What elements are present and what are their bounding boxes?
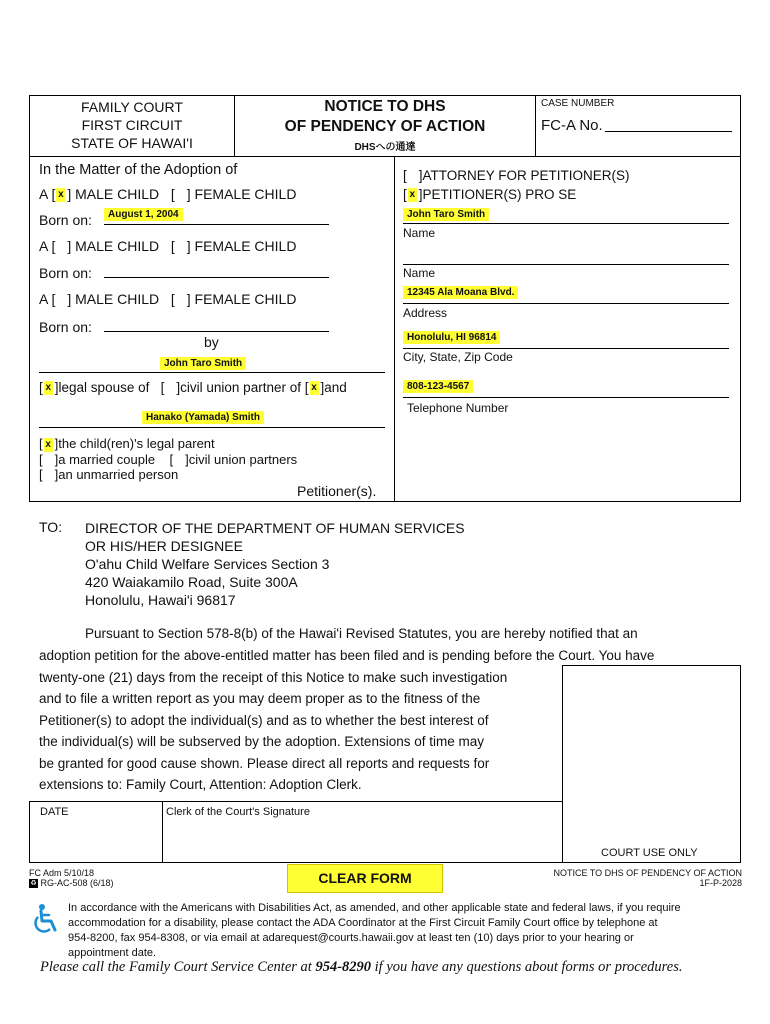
unmarried-person-checkbox[interactable] bbox=[43, 469, 55, 483]
court-name: FAMILY COURT FIRST CIRCUIT STATE OF HAWAI'I bbox=[71, 99, 193, 151]
notice-line-1: Pursuant to Section 578-8(b) of the Hawai'i Revised Statutes, you are hereby notified that an bbox=[85, 626, 638, 641]
case-number-field[interactable] bbox=[605, 118, 732, 132]
and-checkbox[interactable]: x bbox=[311, 382, 317, 394]
address-label: Address bbox=[403, 306, 448, 320]
court-use-bottom bbox=[562, 862, 741, 863]
wheelchair-icon bbox=[32, 903, 60, 935]
service-center-note: Please call the Family Court Service Center at 954-8290 if you have any questions about forms or procedures. bbox=[40, 959, 683, 975]
petitioner2-value: Hanako (Yamada) Smith bbox=[142, 411, 264, 424]
clerk-signature-label: Clerk of the Court's Signature bbox=[166, 806, 310, 818]
caption-divider bbox=[394, 157, 395, 502]
date-label: DATE bbox=[40, 806, 69, 818]
child1-male-checkbox[interactable]: x bbox=[58, 189, 64, 201]
legal-parent-checkbox[interactable]: x bbox=[45, 438, 51, 450]
child3-born-field[interactable] bbox=[104, 316, 329, 332]
child1-female-checkbox[interactable] bbox=[175, 188, 187, 202]
married-couple-checkbox[interactable] bbox=[43, 453, 55, 467]
child2-female-checkbox[interactable] bbox=[175, 240, 187, 254]
header-divider-2 bbox=[535, 95, 536, 157]
civil-union-checkbox[interactable] bbox=[164, 381, 176, 395]
form-title-japanese: DHSへの通達 bbox=[354, 142, 416, 153]
notice-line-8: extensions to: Family Court, Attention: Adoption Clerk. bbox=[39, 777, 362, 792]
name1-value: John Taro Smith bbox=[403, 208, 489, 221]
child3-female-checkbox[interactable] bbox=[175, 293, 187, 307]
clear-form-button[interactable]: CLEAR FORM bbox=[287, 864, 443, 893]
notice-line-2: adoption petition for the above-entitled matter has been filed and is pending before the Court. You have bbox=[39, 648, 655, 663]
name2-label: Name bbox=[403, 266, 436, 280]
legal-spouse-checkbox[interactable]: x bbox=[45, 382, 52, 394]
child2-born-label: Born on: bbox=[39, 265, 92, 281]
petitioners-label: Petitioner(s). bbox=[297, 483, 377, 499]
form-title: NOTICE TO DHS OF PENDENCY OF ACTION bbox=[284, 98, 486, 135]
child1-born-value: August 1, 2004 bbox=[104, 208, 183, 221]
city-value: Honolulu, HI 96814 bbox=[403, 331, 500, 344]
prose-checkbox[interactable]: x bbox=[409, 189, 416, 201]
child3-row: A [ ] MALE CHILD [ ] FEMALE CHILD bbox=[39, 291, 297, 307]
notice-line-6: the individual(s) will be subserved by the adoption. Extensions of time may bbox=[39, 734, 484, 749]
name2-field[interactable] bbox=[403, 249, 729, 265]
name1-label: Name bbox=[403, 226, 436, 240]
footer-form-title: NOTICE TO DHS OF PENDENCY OF ACTION bbox=[553, 868, 742, 878]
ada-notice: In accordance with the Americans with Disabilities Act, as amended, and other applicable state and federal laws, if you require accommodation for a disability, please contact the ADA Coordinator at the First Circuit Family Court office by telephone at 954-8200, fax 954-8308, or via email at adarequest@courts.hawaii.gov at least ten (10) days prior to your hearing or appointment date. bbox=[68, 902, 681, 959]
child2-born-field[interactable] bbox=[104, 262, 329, 278]
signature-divider bbox=[162, 801, 163, 863]
matter-heading: In the Matter of the Adoption of bbox=[39, 162, 238, 178]
court-use-box bbox=[562, 665, 741, 862]
by-label: by bbox=[204, 334, 219, 350]
relationship-row: [ x ]legal spouse of [ ]civil union partner of [ x ]and bbox=[39, 380, 347, 395]
child1-born-label: Born on: bbox=[39, 212, 92, 228]
notice-line-3: twenty-one (21) days from the receipt of this Notice to make such investigation bbox=[39, 670, 508, 685]
address-value: 12345 Ala Moana Blvd. bbox=[403, 286, 518, 299]
attorney-checkbox[interactable] bbox=[407, 169, 419, 183]
child2-row: A [ ] MALE CHILD [ ] FEMALE CHILD bbox=[39, 238, 297, 254]
notice-line-4: and to file a written report as you may deem proper as to the fitness of the bbox=[39, 691, 481, 706]
child3-male-checkbox[interactable] bbox=[55, 293, 67, 307]
recycle-icon: ♻ bbox=[30, 880, 37, 888]
to-address: DIRECTOR OF THE DEPARTMENT OF HUMAN SERVICES OR HIS/HER DESIGNEE O'ahu Child Welfare Services Section 3 420 Waiakamilo Road, Suite 300A Honolulu, Hawai'i 96817 bbox=[85, 520, 465, 608]
notice-line-7: be granted for good cause shown. Please direct all reports and requests for bbox=[39, 756, 490, 771]
child1-row: A [ x ] MALE CHILD [ ] FEMALE CHILD bbox=[39, 186, 297, 202]
to-label: TO: bbox=[39, 519, 63, 535]
court-use-label: COURT USE ONLY bbox=[601, 847, 698, 859]
civil-union-partners-checkbox[interactable] bbox=[173, 453, 185, 467]
child2-male-checkbox[interactable] bbox=[55, 240, 67, 254]
child3-born-label: Born on: bbox=[39, 319, 92, 335]
petitioner1-value: John Taro Smith bbox=[160, 357, 246, 370]
city-label: City, State, Zip Code bbox=[403, 350, 513, 364]
case-number-label: CASE NUMBER bbox=[541, 98, 615, 109]
notice-line-5: Petitioner(s) to adopt the individual(s) and as to whether the best interest of bbox=[39, 713, 489, 728]
footer-form-number: 1F-P-2028 bbox=[699, 878, 742, 888]
prose-row: [ x ]PETITIONER(S) PRO SE bbox=[403, 187, 577, 202]
case-number-prefix: FC-A No. bbox=[541, 117, 603, 134]
phone-label: Telephone Number bbox=[407, 401, 509, 415]
form-id-2-row: ♻ RG-AC-508 (6/18) bbox=[30, 878, 114, 888]
status-options: [ x ]the child(ren)'s legal parent [ ]a married couple [ ]civil union partners [ ]an unmarried person bbox=[39, 436, 298, 483]
form-id-1: FC Adm 5/10/18 bbox=[29, 868, 95, 878]
attorney-row: [ ]ATTORNEY FOR PETITIONER(S) bbox=[403, 168, 630, 183]
phone-value: 808-123-4567 bbox=[403, 380, 473, 393]
